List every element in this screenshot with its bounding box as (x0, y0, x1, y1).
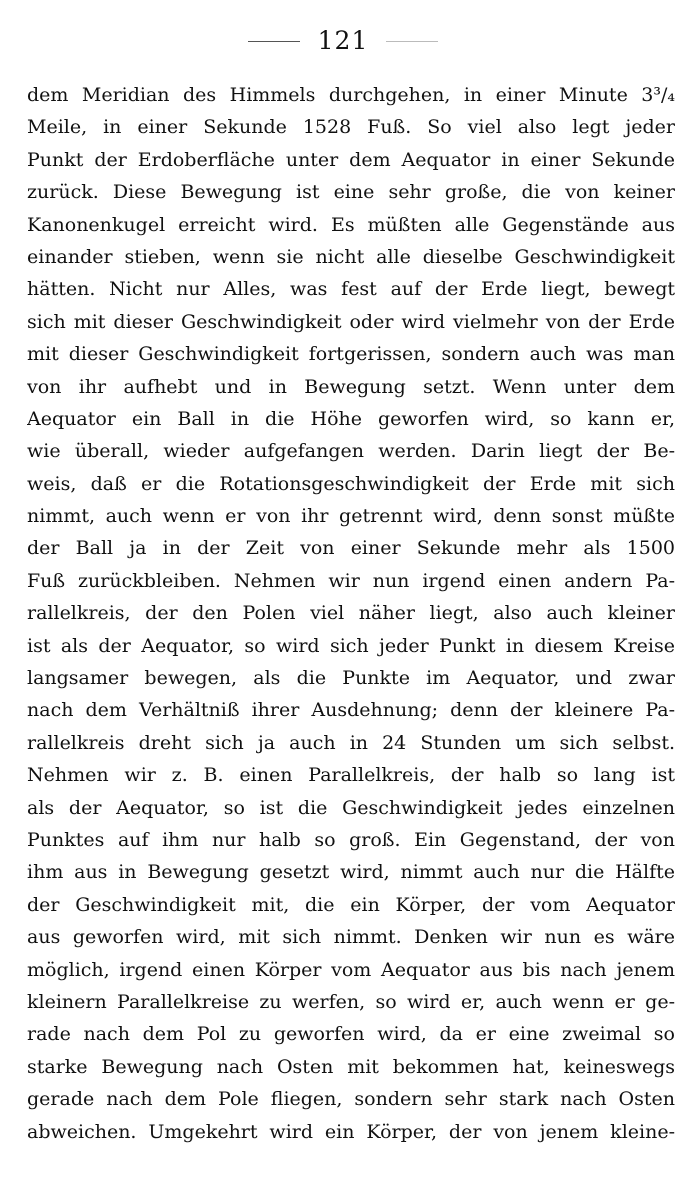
text-line: Punktes auf ihm nur halb so groß. Ein Gegenstand, der von (27, 828, 675, 851)
text-line: nach dem Verhältniß ihrer Ausdehnung; denn der kleinere Pa- (27, 699, 675, 722)
text-line: langsamer bewegen, als die Punkte im Aequator, und zwar (27, 667, 675, 690)
text-line: weis, daß er die Rotationsgeschwindigkeit der Erde mit sich (27, 472, 675, 495)
text-line: ist als der Aequator, so wird sich jeder Punkt in diesem Kreise (27, 634, 675, 657)
text-line: gerade nach dem Pole fliegen, sondern sehr stark nach Osten (27, 1088, 675, 1111)
text-line: der Geschwindigkeit mit, die ein Körper, der vom Aequator (27, 893, 675, 916)
text-line: Fuß zurückbleiben. Nehmen wir nun irgend einen andern Pa- (27, 569, 675, 592)
text-line: abweichen. Umgekehrt wird ein Körper, der von jenem kleine- (27, 1120, 675, 1143)
text-line: Nehmen wir z. B. einen Parallelkreis, der halb so lang ist (27, 764, 675, 787)
text-line: ihm aus in Bewegung gesetzt wird, nimmt auch nur die Hälfte (27, 861, 675, 884)
header-rule-left (248, 41, 300, 42)
text-line: hätten. Nicht nur Alles, was fest auf der Erde liegt, bewegt (27, 278, 675, 301)
text-line: dem Meridian des Himmels durchgehen, in einer Minute 3³/₄ (27, 84, 675, 106)
text-line: möglich, irgend einen Körper vom Aequator aus bis nach jenem (27, 958, 675, 981)
text-line: Punkt der Erdoberfläche unter dem Aequator in einer Sekunde (27, 148, 675, 171)
text-line: starke Bewegung nach Osten mit bekommen hat, keineswegs (27, 1055, 675, 1078)
text-line: von ihr aufhebt und in Bewegung setzt. Wenn unter dem (27, 375, 675, 398)
body-paragraph (27, 79, 675, 1148)
text-line: rallelkreis dreht sich ja auch in 24 Stunden um sich selbst. (27, 731, 675, 754)
text-line: einander stieben, wenn sie nicht alle dieselbe Geschwindigkeit (27, 245, 675, 268)
text-line: aus geworfen wird, mit sich nimmt. Denken wir nun es wäre (27, 926, 675, 949)
header-rule-right (386, 41, 438, 42)
text-line: der Ball ja in der Zeit von einer Sekunde mehr als 1500 (27, 537, 675, 560)
text-line: Aequator ein Ball in die Höhe geworfen wird, so kann er, (27, 407, 675, 430)
text-line: kleinern Parallelkreise zu werfen, so wird er, auch wenn er ge- (27, 990, 675, 1013)
text-line: zurück. Diese Bewegung ist eine sehr große, die von keiner (27, 181, 675, 204)
page-header (0, 24, 697, 58)
page-number: 121 (317, 26, 369, 55)
text-line: rade nach dem Pol zu geworfen wird, da er eine zweimal so (27, 1023, 675, 1046)
text-line: Meile, in einer Sekunde 1528 Fuß. So viel also legt jeder (27, 116, 675, 139)
text-line: Kanonenkugel erreicht wird. Es müßten alle Gegenstände aus (27, 213, 675, 236)
text-line: rallelkreis, der den Polen viel näher liegt, also auch kleiner (27, 602, 675, 625)
text-line: mit dieser Geschwindigkeit fortgerissen, sondern auch was man (27, 343, 675, 366)
text-line: sich mit dieser Geschwindigkeit oder wird vielmehr von der Erde (27, 310, 675, 333)
text-line: als der Aequator, so ist die Geschwindigkeit jedes einzelnen (27, 796, 675, 819)
text-line: nimmt, auch wenn er von ihr getrennt wird, denn sonst müßte (27, 505, 675, 528)
text-line: wie überall, wieder aufgefangen werden. Darin liegt der Be- (27, 440, 675, 463)
